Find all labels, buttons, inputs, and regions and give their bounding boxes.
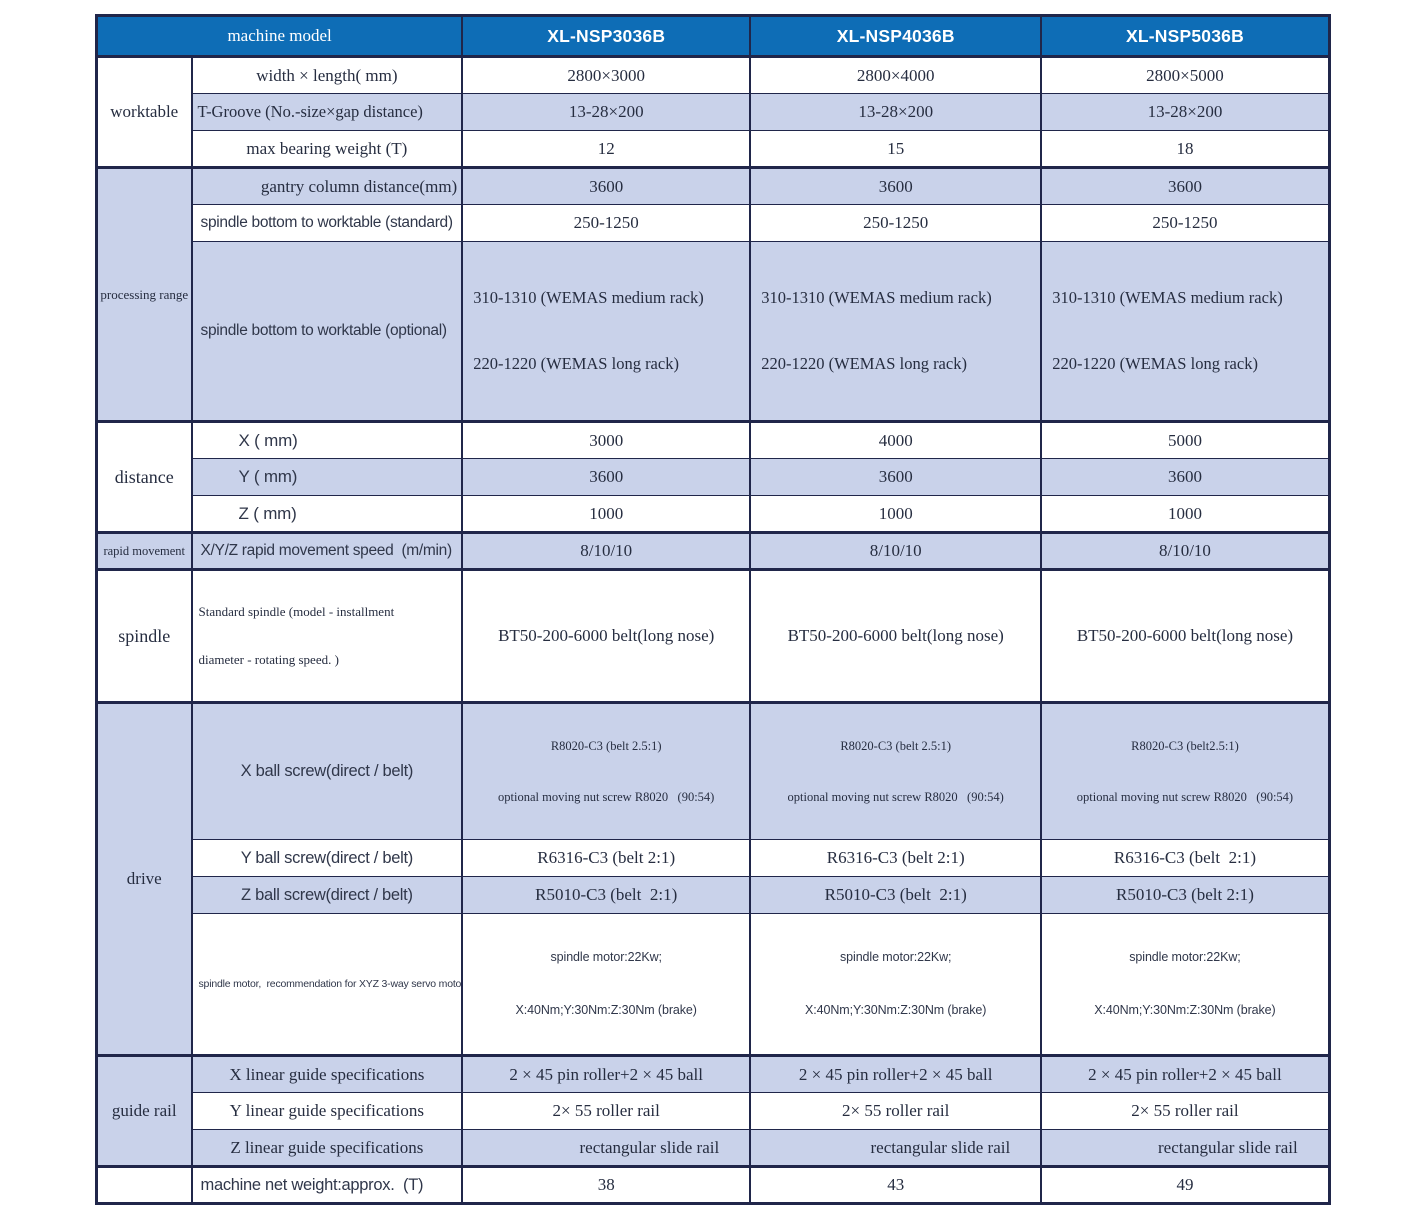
- category-empty: [97, 1167, 192, 1204]
- spec-value: 1000: [462, 496, 750, 533]
- spec-value-line: R8020-C3 (belt 2.5:1): [550, 738, 662, 753]
- spec-label-y-ball-screw: Y ball screw(direct / belt): [192, 840, 463, 877]
- spec-value: 250-1250: [750, 205, 1041, 242]
- spec-label-x-linear-guide: X linear guide specifications: [192, 1056, 463, 1093]
- spec-value-line: optional moving nut screw R8020 (90:54): [787, 789, 1004, 804]
- table-row: [97, 459, 1330, 496]
- table-row: [97, 1130, 1330, 1167]
- spec-value-line: spindle motor:22Kw;: [1129, 950, 1241, 965]
- header-machine-model: machine model: [97, 16, 463, 57]
- category-guide-rail: guide rail: [97, 1056, 192, 1167]
- spec-value: 3000: [462, 422, 750, 459]
- machine-spec-table: [95, 14, 1331, 1205]
- spec-value: 2× 55 roller rail: [1041, 1093, 1329, 1130]
- table-row: [97, 914, 1330, 1056]
- spec-label-x-ball-screw: X ball screw(direct / belt): [192, 703, 463, 840]
- spec-value: 2800×4000: [750, 57, 1041, 94]
- spec-value: 15: [750, 131, 1041, 168]
- spec-label-x-mm: X ( mm): [192, 422, 463, 459]
- spec-value: rectangular slide rail: [462, 1130, 750, 1167]
- spec-value: R6316-C3 (belt 2:1): [1041, 840, 1329, 877]
- spec-value: 49: [1041, 1167, 1329, 1204]
- spec-label-y-mm: Y ( mm): [192, 459, 463, 496]
- spec-value: [462, 914, 750, 1056]
- header-model-xl-nsp5036b: XL-NSP5036B: [1041, 16, 1329, 57]
- spec-value: 2 × 45 pin roller+2 × 45 ball: [462, 1056, 750, 1093]
- spec-value: R5010-C3 (belt 2:1): [462, 877, 750, 914]
- spec-value: 13-28×200: [750, 94, 1041, 131]
- spec-value-line: 220-1220 (WEMAS long rack): [473, 354, 679, 374]
- header-model-xl-nsp3036b: XL-NSP3036B: [462, 16, 750, 57]
- spec-label-z-linear-guide: Z linear guide specifications: [192, 1130, 463, 1167]
- category-drive: drive: [97, 703, 192, 1056]
- spec-value: R6316-C3 (belt 2:1): [750, 840, 1041, 877]
- spec-value: 8/10/10: [750, 533, 1041, 570]
- spec-value: 3600: [1041, 459, 1329, 496]
- spec-value: R5010-C3 (belt 2:1): [750, 877, 1041, 914]
- spec-value: R6316-C3 (belt 2:1): [462, 840, 750, 877]
- table-row: [97, 242, 1330, 422]
- spec-label-line: diameter - rotating speed. ): [198, 652, 339, 668]
- spec-value-line: optional moving nut screw R8020 (90:54): [1076, 789, 1294, 804]
- spec-value: 2 × 45 pin roller+2 × 45 ball: [1041, 1056, 1329, 1093]
- spec-label-standard-spindle: [192, 570, 463, 703]
- spec-value: [1041, 914, 1329, 1056]
- spec-value: 38: [462, 1167, 750, 1204]
- category-rapid-movement: rapid movement: [97, 533, 192, 570]
- spec-value: [1041, 242, 1329, 422]
- table-header-row: [97, 16, 1330, 57]
- spec-value: BT50-200-6000 belt(long nose): [462, 570, 750, 703]
- header-model-xl-nsp4036b: XL-NSP4036B: [750, 16, 1041, 57]
- spec-value: rectangular slide rail: [1041, 1130, 1329, 1167]
- spec-label-y-linear-guide: Y linear guide specifications: [192, 1093, 463, 1130]
- spec-value: R5010-C3 (belt 2:1): [1041, 877, 1329, 914]
- table-row: [97, 1056, 1330, 1093]
- spec-value: 3600: [750, 459, 1041, 496]
- category-processing-range: processing range: [97, 168, 192, 422]
- spec-value: [462, 703, 750, 840]
- spec-value: 2 × 45 pin roller+2 × 45 ball: [750, 1056, 1041, 1093]
- table-row: [97, 533, 1330, 570]
- spec-label-line: Standard spindle (model - installment: [198, 603, 395, 619]
- spec-value: 1000: [1041, 496, 1329, 533]
- spec-value: [750, 703, 1041, 840]
- spec-value-line: 310-1310 (WEMAS medium rack): [473, 287, 704, 307]
- spec-label-z-mm: Z ( mm): [192, 496, 463, 533]
- spec-value-line: X:40Nm;Y:30Nm:Z:30Nm (brake): [805, 1002, 987, 1017]
- spec-value: 250-1250: [1041, 205, 1329, 242]
- spec-value: BT50-200-6000 belt(long nose): [1041, 570, 1329, 703]
- table-row: [97, 94, 1330, 131]
- spec-label-max-bearing-weight: max bearing weight (T): [192, 131, 463, 168]
- spec-value-line: X:40Nm;Y:30Nm:Z:30Nm (brake): [1094, 1002, 1276, 1017]
- spec-label-width-length: width × length( mm): [192, 57, 463, 94]
- category-distance: distance: [97, 422, 192, 533]
- spec-value: 3600: [1041, 168, 1329, 205]
- spec-value: 13-28×200: [1041, 94, 1329, 131]
- table-row: [97, 422, 1330, 459]
- spec-label-rapid-movement-speed: X/Y/Z rapid movement speed (m/min): [192, 533, 463, 570]
- spec-label-machine-net-weight: machine net weight:approx. (T): [192, 1167, 463, 1204]
- table-row: [97, 1167, 1330, 1204]
- spec-value-line: 310-1310 (WEMAS medium rack): [1052, 287, 1283, 307]
- spec-value-line: 220-1220 (WEMAS long rack): [1052, 354, 1258, 374]
- spec-value: 3600: [462, 459, 750, 496]
- table-row: [97, 1093, 1330, 1130]
- spec-label-spindle-bottom-optional: spindle bottom to worktable (optional): [192, 242, 463, 422]
- category-worktable: worktable: [97, 57, 192, 168]
- table-row: [97, 840, 1330, 877]
- spec-label-t-groove: T-Groove (No.-size×gap distance): [192, 94, 463, 131]
- spec-value: BT50-200-6000 belt(long nose): [750, 570, 1041, 703]
- spec-value: 4000: [750, 422, 1041, 459]
- spec-label-spindle-bottom-standard: spindle bottom to worktable (standard): [192, 205, 463, 242]
- spec-value: [750, 914, 1041, 1056]
- table-row: [97, 205, 1330, 242]
- spec-value: [750, 242, 1041, 422]
- spec-value: 8/10/10: [1041, 533, 1329, 570]
- table-row: [97, 570, 1330, 703]
- spec-value-line: spindle motor:22Kw;: [550, 950, 662, 965]
- spec-value: 3600: [750, 168, 1041, 205]
- table-row: [97, 877, 1330, 914]
- table-row: [97, 703, 1330, 840]
- spec-value: [1041, 703, 1329, 840]
- table-row: [97, 496, 1330, 533]
- spec-value: 43: [750, 1167, 1041, 1204]
- table-row: [97, 131, 1330, 168]
- spec-label-spindle-motor-recommendation: spindle motor, recommendation for XYZ 3-way servo moto: [192, 914, 463, 1056]
- spec-value: [462, 242, 750, 422]
- spec-value: 5000: [1041, 422, 1329, 459]
- spec-value-line: optional moving nut screw R8020 (90:54): [498, 789, 715, 804]
- category-spindle: spindle: [97, 570, 192, 703]
- spec-value: 12: [462, 131, 750, 168]
- spec-value: 1000: [750, 496, 1041, 533]
- spec-value: 2800×3000: [462, 57, 750, 94]
- spec-value: 3600: [462, 168, 750, 205]
- spec-value-line: R8020-C3 (belt 2.5:1): [840, 738, 952, 753]
- spec-value-line: spindle motor:22Kw;: [840, 950, 952, 965]
- spec-value-line: 220-1220 (WEMAS long rack): [761, 354, 967, 374]
- spec-value: 13-28×200: [462, 94, 750, 131]
- spec-value: 250-1250: [462, 205, 750, 242]
- spec-value: 2800×5000: [1041, 57, 1329, 94]
- spec-value-line: 310-1310 (WEMAS medium rack): [761, 287, 992, 307]
- spec-value: 2× 55 roller rail: [462, 1093, 750, 1130]
- spec-value-line: R8020-C3 (belt2.5:1): [1131, 738, 1239, 753]
- table-row: [97, 57, 1330, 94]
- spec-label-gantry-column-distance: gantry column distance(mm): [192, 168, 463, 205]
- spec-value-line: X:40Nm;Y:30Nm:Z:30Nm (brake): [515, 1002, 697, 1017]
- spec-value: 18: [1041, 131, 1329, 168]
- spec-value: 2× 55 roller rail: [750, 1093, 1041, 1130]
- table-row: [97, 168, 1330, 205]
- spec-label-z-ball-screw: Z ball screw(direct / belt): [192, 877, 463, 914]
- spec-value: rectangular slide rail: [750, 1130, 1041, 1167]
- spec-value: 8/10/10: [462, 533, 750, 570]
